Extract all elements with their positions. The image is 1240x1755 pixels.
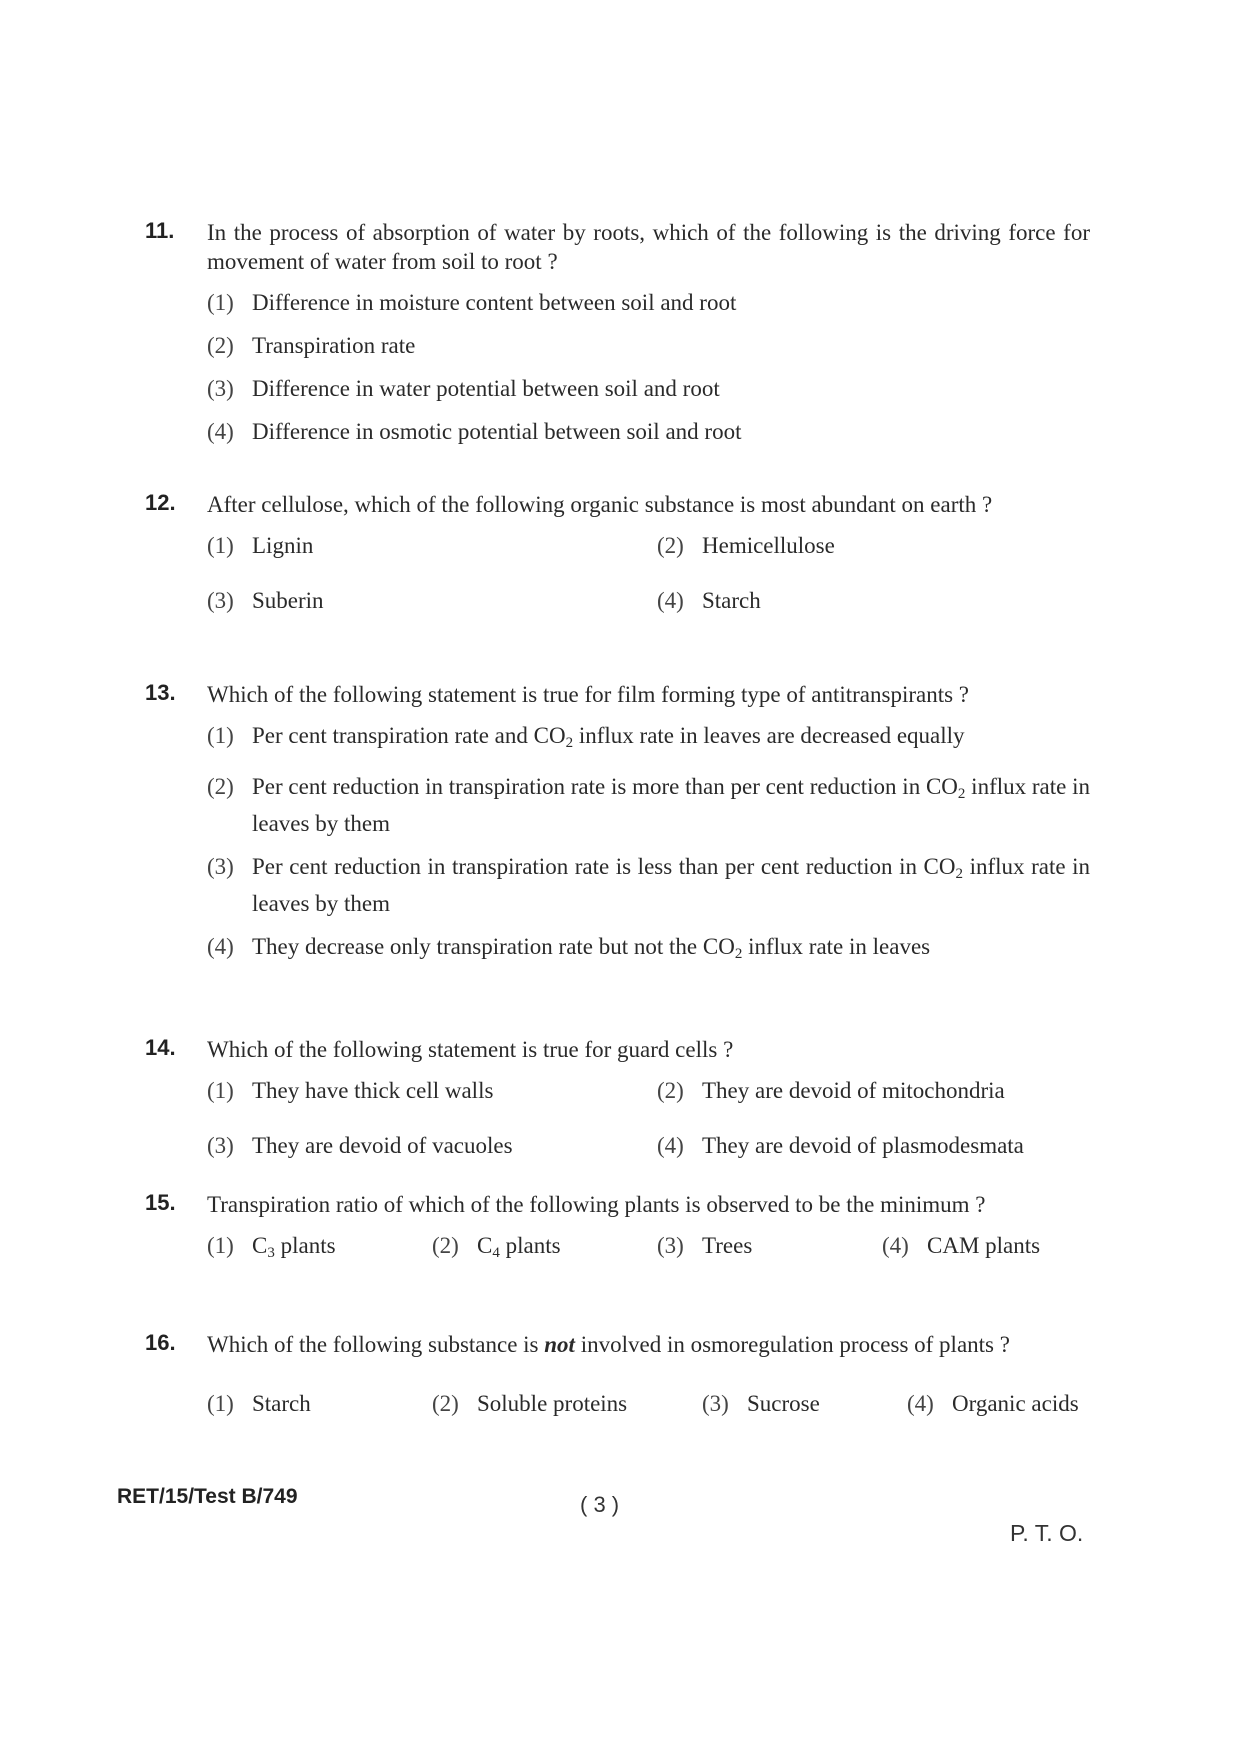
option-number: (3) [207, 588, 234, 613]
option [657, 1076, 1090, 1105]
option-number: (2) [657, 1078, 684, 1103]
option-number: (1) [207, 1391, 234, 1416]
option [207, 417, 1090, 446]
option-text: They are devoid of plasmodesmata [702, 1133, 1024, 1158]
options-list [207, 288, 1090, 446]
option-number: (2) [657, 533, 684, 558]
option-text: Hemicellulose [702, 533, 835, 558]
question-text: In the process of absorption of water by roots, which of the following is the driving force for movement of water from soil to root ? [207, 220, 1090, 274]
option [207, 1231, 432, 1268]
option-number: (4) [882, 1233, 909, 1258]
option [907, 1389, 1090, 1418]
option [207, 932, 1090, 969]
question-number: 13. [145, 680, 176, 705]
option-number: (4) [657, 1133, 684, 1158]
question-11 [145, 218, 1090, 460]
option-number: (4) [657, 588, 684, 613]
option-text: Starch [252, 1391, 311, 1416]
options-list [207, 1231, 1090, 1282]
option-text: Transpiration rate [252, 333, 416, 358]
question-14 [145, 1035, 1090, 1174]
option-text: Organic acids [952, 1391, 1079, 1416]
options-list [207, 721, 1090, 969]
question-text: After cellulose, which of the following organic substance is most abundant on earth ? [207, 492, 993, 517]
option-number: (2) [432, 1233, 459, 1258]
option-number: (1) [207, 533, 234, 558]
option [657, 1131, 1090, 1160]
option-number: (3) [702, 1391, 729, 1416]
option-number: (3) [207, 376, 234, 401]
question-13 [145, 680, 1090, 983]
option-text: Difference in osmotic potential between soil and root [252, 419, 742, 444]
paper-code: RET/15/Test B/749 [117, 1485, 298, 1508]
question-number: 14. [145, 1035, 176, 1060]
question-text: Which of the following statement is true for film forming type of antitranspirants ? [207, 682, 969, 707]
option-text: CAM plants [927, 1233, 1041, 1258]
option [207, 772, 1090, 838]
option-number: (3) [657, 1233, 684, 1258]
option-text: Per cent reduction in transpiration rate is more than per cent reduction in $CO_2$ influx rate in leaves by them [252, 774, 1091, 836]
option [207, 586, 657, 615]
question-12 [145, 490, 1090, 629]
option-number: (1) [207, 290, 234, 315]
option-text: They are devoid of mitochondria [702, 1078, 1005, 1103]
option-number: (1) [207, 1233, 234, 1258]
option [207, 531, 657, 560]
option [702, 1389, 907, 1418]
option [882, 1231, 1090, 1268]
option-text: $C_4$ plants [477, 1233, 561, 1261]
question-text: Which of the following substance is not involved in osmoregulation process of plants ? [207, 1332, 1010, 1357]
option-text: They have thick cell walls [252, 1078, 494, 1103]
option [432, 1231, 657, 1268]
option [207, 852, 1090, 918]
options-list [207, 1389, 1090, 1432]
option [207, 288, 1090, 317]
option-number: (2) [432, 1391, 459, 1416]
option-text: Starch [702, 588, 761, 613]
option [207, 331, 1090, 360]
option-text: Trees [702, 1233, 753, 1258]
option-text: Lignin [252, 533, 314, 558]
option [432, 1389, 702, 1418]
options-list [207, 531, 1090, 629]
question-number: 12. [145, 490, 176, 515]
option-text: Per cent transpiration rate and $CO_2$ influx rate in leaves are decreased equally [252, 723, 965, 751]
question-number: 11. [145, 218, 175, 243]
option-text: $C_3$ plants [252, 1233, 336, 1261]
option-text: Difference in moisture content between soil and root [252, 290, 737, 315]
option-text: Sucrose [747, 1391, 820, 1416]
option-number: (3) [207, 854, 234, 879]
question-15 [145, 1190, 1090, 1282]
option-text: Difference in water potential between soil and root [252, 376, 720, 401]
option-text: Soluble proteins [477, 1391, 628, 1416]
option [207, 1076, 657, 1105]
option-text: Suberin [252, 588, 324, 613]
page-number: ( 3 ) [580, 1492, 620, 1517]
option-number: (4) [207, 419, 234, 444]
option-text: They decrease only transpiration rate but not the $CO_2$ influx rate in leaves [252, 934, 931, 962]
option-number: (4) [207, 934, 234, 959]
please-turn-over: P. T. O. [1010, 1520, 1084, 1546]
option-number: (4) [907, 1391, 934, 1416]
option [207, 374, 1090, 403]
option-text: Per cent reduction in transpiration rate is less than per cent reduction in $CO_2$ influx rate in leaves by them [252, 854, 1090, 916]
question-number: 15. [145, 1190, 176, 1215]
option-number: (3) [207, 1133, 234, 1158]
option [657, 586, 1090, 615]
option [657, 1231, 882, 1268]
option-number: (2) [207, 333, 234, 358]
option-number: (1) [207, 1078, 234, 1103]
question-text: Transpiration ratio of which of the following plants is observed to be the minimum ? [207, 1192, 986, 1217]
option [207, 721, 1090, 758]
question-text: Which of the following statement is true for guard cells ? [207, 1037, 734, 1062]
question-number: 16. [145, 1330, 176, 1355]
option [657, 531, 1090, 560]
options-list [207, 1076, 1090, 1174]
option [207, 1389, 432, 1418]
question-16 [145, 1330, 1090, 1432]
emphasis-not: not [544, 1332, 575, 1357]
option [207, 1131, 657, 1160]
option-text: They are devoid of vacuoles [252, 1133, 513, 1158]
option-number: (2) [207, 774, 234, 799]
option-number: (1) [207, 723, 234, 748]
